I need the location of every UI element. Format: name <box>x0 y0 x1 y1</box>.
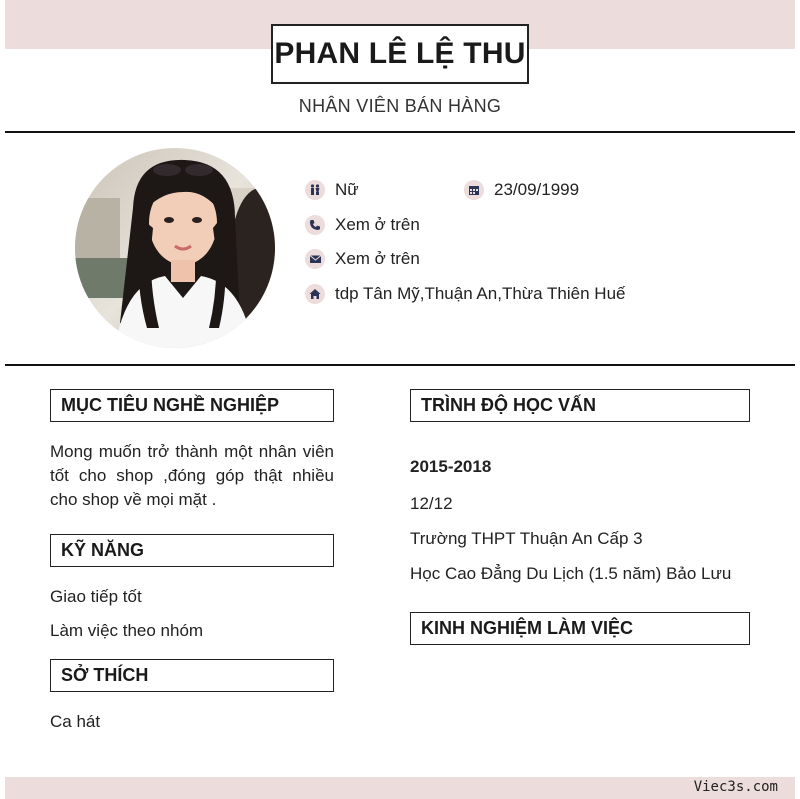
address-row <box>305 284 625 304</box>
skills-heading: KỸ NĂNG <box>50 534 334 567</box>
education-college: Học Cao Đẳng Du Lịch (1.5 năm) Bảo Lưu <box>410 564 732 583</box>
education-period: 2015-2018 <box>410 457 492 476</box>
divider-top <box>5 131 795 133</box>
objective-heading: MỤC TIÊU NGHỀ NGHIỆP <box>50 389 334 422</box>
education-grade: 12/12 <box>410 494 453 513</box>
home-icon <box>305 284 325 304</box>
skill-item: Giao tiếp tốt <box>50 587 142 606</box>
profile-photo <box>75 148 275 348</box>
phone-row <box>305 215 420 235</box>
job-title: NHÂN VIÊN BÁN HÀNG <box>298 96 502 116</box>
address-value: tdp Tân Mỹ,Thuận An,Thừa Thiên Huế <box>335 284 626 303</box>
phone-icon <box>305 215 325 235</box>
experience-heading: KINH NGHIỆM LÀM VIỆC <box>410 612 750 645</box>
gender-row <box>305 180 359 200</box>
gender-icon <box>305 180 325 200</box>
profile-photo-illustration <box>75 148 275 348</box>
bottom-band <box>5 777 795 799</box>
email-value: Xem ở trên <box>335 249 420 268</box>
education-heading: TRÌNH ĐỘ HỌC VẤN <box>410 389 750 422</box>
email-row <box>305 249 420 269</box>
mail-icon <box>305 249 325 269</box>
skill-item: Làm việc theo nhóm <box>50 621 204 640</box>
hobbies-heading: SỞ THÍCH <box>50 659 334 692</box>
divider-middle <box>5 364 795 366</box>
hobby-item: Ca hát <box>50 712 101 731</box>
candidate-name: PHAN LÊ LỆ THU <box>271 24 529 84</box>
objective-text: Mong muốn trở thành một nhân viên tốt cho shop ,đóng góp thật nhiều cho shop về mọi mặt . <box>50 442 334 509</box>
gender-value: Nữ <box>335 180 359 199</box>
education-school: Trường THPT Thuận An Cấp 3 <box>410 529 643 548</box>
birthday-value: 23/09/1999 <box>494 180 580 199</box>
phone-value: Xem ở trên <box>335 215 420 234</box>
calendar-icon <box>464 180 484 200</box>
birthday-row <box>464 180 579 200</box>
watermark: Viec3s.com <box>693 779 778 795</box>
